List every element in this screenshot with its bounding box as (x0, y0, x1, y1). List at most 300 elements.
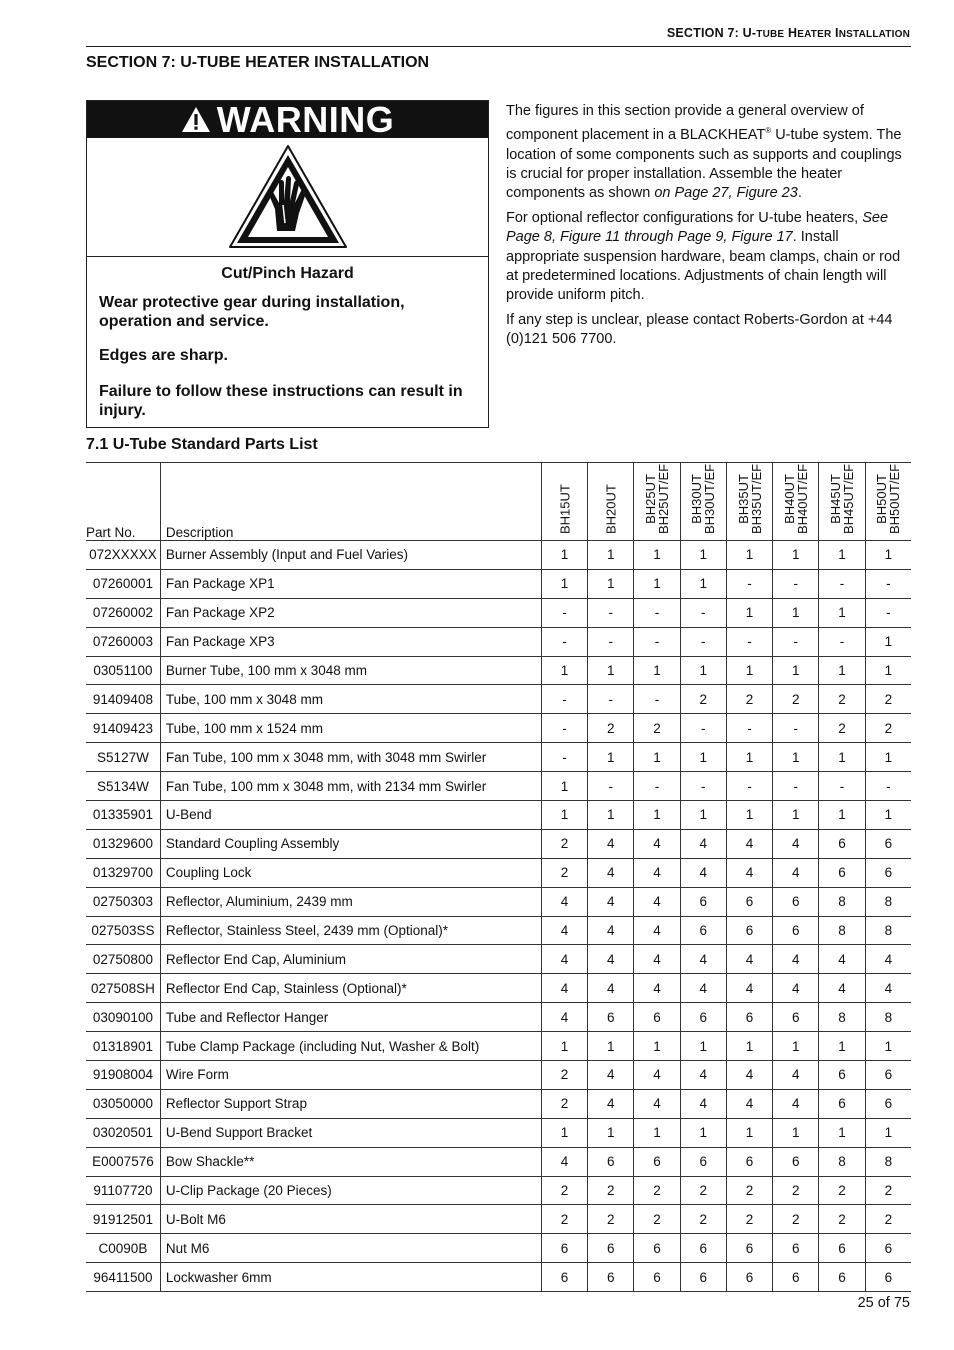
quantity-cell: 1 (865, 1118, 911, 1147)
quantity-cell: 6 (865, 1089, 911, 1118)
quantity-cell: 2 (634, 1205, 680, 1234)
header-model: BH40UT BH40UT/EF (773, 463, 819, 541)
part-number-cell: 03090100 (86, 1003, 160, 1032)
description-cell: Reflector, Stainless Steel, 2439 mm (Optional)* (160, 916, 541, 945)
quantity-cell: 4 (634, 858, 680, 887)
quantity-cell: 1 (865, 1032, 911, 1061)
quantity-cell: 6 (634, 1147, 680, 1176)
quantity-cell: 1 (819, 1118, 865, 1147)
quantity-cell: 6 (726, 916, 772, 945)
quantity-cell: 4 (726, 1061, 772, 1090)
quantity-cell: - (588, 627, 634, 656)
parts-table-header (86, 463, 911, 541)
quantity-cell: - (680, 772, 726, 801)
part-number-cell: 07260003 (86, 627, 160, 656)
quantity-cell: 1 (773, 1118, 819, 1147)
description-cell: Fan Package XP1 (160, 569, 541, 598)
quantity-cell: 4 (680, 945, 726, 974)
table-row (86, 1263, 911, 1292)
quantity-cell: 6 (819, 829, 865, 858)
quantity-cell: 4 (680, 829, 726, 858)
quantity-cell: - (865, 772, 911, 801)
quantity-cell: 4 (541, 887, 587, 916)
part-number-cell: 02750303 (86, 887, 160, 916)
quantity-cell: 8 (819, 1003, 865, 1032)
quantity-cell: 2 (773, 1205, 819, 1234)
table-row (86, 1205, 911, 1234)
quantity-cell: 1 (680, 569, 726, 598)
quantity-cell: - (819, 627, 865, 656)
quantity-cell: 4 (634, 945, 680, 974)
part-number-cell: 02750800 (86, 945, 160, 974)
table-row (86, 569, 911, 598)
quantity-cell: 2 (588, 1205, 634, 1234)
quantity-cell: 8 (819, 916, 865, 945)
table-row (86, 801, 911, 830)
quantity-cell: 2 (541, 1205, 587, 1234)
quantity-cell: - (773, 714, 819, 743)
quantity-cell: 4 (773, 1089, 819, 1118)
quantity-cell: 1 (588, 541, 634, 570)
quantity-cell: 4 (588, 858, 634, 887)
quantity-cell: 6 (865, 1234, 911, 1263)
quantity-cell: - (680, 598, 726, 627)
header-rule (86, 46, 911, 47)
description-cell: Tube, 100 mm x 1524 mm (160, 714, 541, 743)
quantity-cell: 6 (588, 1003, 634, 1032)
quantity-cell: 1 (773, 1032, 819, 1061)
quantity-cell: 6 (680, 1147, 726, 1176)
quantity-cell: 2 (588, 1176, 634, 1205)
quantity-cell: 4 (588, 945, 634, 974)
subsection-title: 7.1 U-Tube Standard Parts List (86, 436, 318, 453)
quantity-cell: 8 (865, 887, 911, 916)
warning-line-injury: Failure to follow these instructions can result in injury. (99, 383, 463, 419)
quantity-cell: 4 (773, 1061, 819, 1090)
quantity-cell: 4 (680, 1061, 726, 1090)
description-cell: Fan Package XP3 (160, 627, 541, 656)
quantity-cell: 1 (680, 1032, 726, 1061)
quantity-cell: 6 (634, 1003, 680, 1032)
quantity-cell: - (865, 598, 911, 627)
header-description: Description (160, 463, 541, 541)
header-model: BH45UT BH45UT/EF (819, 463, 865, 541)
quantity-cell: 6 (819, 1089, 865, 1118)
part-number-cell: 072XXXXX (86, 541, 160, 570)
quantity-cell: 1 (773, 598, 819, 627)
quantity-cell: 4 (541, 1147, 587, 1176)
table-row (86, 974, 911, 1003)
part-number-cell: C0090B (86, 1234, 160, 1263)
quantity-cell: 4 (773, 974, 819, 1003)
quantity-cell: - (726, 714, 772, 743)
quantity-cell: 4 (588, 974, 634, 1003)
header-model: BH35UT BH35UT/EF (726, 463, 772, 541)
quantity-cell: 1 (634, 569, 680, 598)
quantity-cell: 1 (726, 1118, 772, 1147)
figure-range-reference-link[interactable]: See Page 8, Figure 11 through Page 9, Figure 17 (506, 209, 889, 246)
quantity-cell: 4 (634, 887, 680, 916)
quantity-cell: 1 (773, 541, 819, 570)
quantity-cell: 1 (541, 1118, 587, 1147)
quantity-cell: 6 (819, 1234, 865, 1263)
quantity-cell: 8 (819, 887, 865, 916)
quantity-cell: 4 (541, 974, 587, 1003)
quantity-cell: 4 (588, 829, 634, 858)
quantity-cell: - (680, 714, 726, 743)
quantity-cell: 2 (726, 685, 772, 714)
quantity-cell: - (588, 598, 634, 627)
header-model: BH30UT BH30UT/EF (680, 463, 726, 541)
quantity-cell: 6 (865, 829, 911, 858)
warning-line-gear: Wear protective gear during installation, operation and service. (99, 294, 405, 330)
quantity-cell: 4 (773, 829, 819, 858)
quantity-cell: 6 (726, 1147, 772, 1176)
quantity-cell: 6 (680, 1234, 726, 1263)
quantity-cell: - (726, 627, 772, 656)
description-cell: Burner Assembly (Input and Fuel Varies) (160, 541, 541, 570)
quantity-cell: 1 (726, 656, 772, 685)
intro-paragraph-2: For optional reflector configurations for U-tube heaters, See Page 8, Figure 11 through Page 9, Figure 17. Install appropriate suspension hardware, beam clamps, chain or rod at predetermined locations. Adjustments of chain length will provide uniform pitch. (506, 209, 901, 304)
quantity-cell: 4 (588, 1089, 634, 1118)
table-row (86, 656, 911, 685)
header-model: BH20UT (588, 463, 634, 541)
warning-line-edges: Edges are sharp. (99, 347, 228, 364)
quantity-cell: 6 (680, 1003, 726, 1032)
quantity-cell: 4 (541, 916, 587, 945)
quantity-cell: 6 (865, 1061, 911, 1090)
quantity-cell: 1 (588, 801, 634, 830)
quantity-cell: 1 (680, 743, 726, 772)
description-cell: U-Bolt M6 (160, 1205, 541, 1234)
quantity-cell: 2 (541, 1176, 587, 1205)
part-number-cell: E0007576 (86, 1147, 160, 1176)
quantity-cell: 1 (726, 541, 772, 570)
table-row (86, 541, 911, 570)
quantity-cell: 8 (865, 1003, 911, 1032)
quantity-cell: 6 (819, 858, 865, 887)
quantity-cell: 2 (819, 1176, 865, 1205)
quantity-cell: 6 (819, 1061, 865, 1090)
quantity-cell: 1 (726, 801, 772, 830)
quantity-cell: 2 (865, 1176, 911, 1205)
quantity-cell: 6 (773, 916, 819, 945)
quantity-cell: 1 (773, 656, 819, 685)
quantity-cell: - (773, 772, 819, 801)
description-cell: Coupling Lock (160, 858, 541, 887)
warning-banner: WARNING (87, 101, 488, 138)
header-part-no: Part No. (86, 463, 160, 541)
description-cell: Bow Shackle** (160, 1147, 541, 1176)
quantity-cell: 2 (541, 829, 587, 858)
quantity-cell: 1 (634, 541, 680, 570)
description-cell: U-Bend Support Bracket (160, 1118, 541, 1147)
quantity-cell: 1 (819, 801, 865, 830)
quantity-cell: 1 (634, 1032, 680, 1061)
description-cell: U-Clip Package (20 Pieces) (160, 1176, 541, 1205)
quantity-cell: 6 (773, 1003, 819, 1032)
intro-paragraph-1: The figures in this section provide a general overview of component placement in a BLACKHEAT® U-tube system. The location of some components such as supports and couplings is crucial for proper installation. Assemble the heater components as shown on Page 27, Figure 23. (506, 103, 902, 202)
header-model: BH25UT BH25UT/EF (634, 463, 680, 541)
quantity-cell: 2 (634, 714, 680, 743)
quantity-cell: - (773, 627, 819, 656)
quantity-cell: 4 (680, 974, 726, 1003)
hand-cut-hazard-icon (227, 143, 349, 251)
quantity-cell: 6 (773, 1234, 819, 1263)
quantity-cell: 1 (819, 598, 865, 627)
quantity-cell: 4 (541, 1003, 587, 1032)
quantity-cell: 8 (819, 1147, 865, 1176)
part-number-cell: 96411500 (86, 1263, 160, 1292)
part-number-cell: 01329700 (86, 858, 160, 887)
table-row (86, 743, 911, 772)
quantity-cell: 1 (588, 656, 634, 685)
quantity-cell: 2 (680, 1176, 726, 1205)
quantity-cell: 1 (773, 743, 819, 772)
part-number-cell: 91107720 (86, 1176, 160, 1205)
quantity-cell: 6 (634, 1263, 680, 1292)
description-cell: Reflector End Cap, Stainless (Optional)* (160, 974, 541, 1003)
quantity-cell: 4 (680, 858, 726, 887)
quantity-cell: 2 (588, 714, 634, 743)
quantity-cell: - (541, 685, 587, 714)
quantity-cell: 4 (541, 945, 587, 974)
part-number-cell: 91409408 (86, 685, 160, 714)
quantity-cell: 6 (680, 1263, 726, 1292)
quantity-cell: - (634, 772, 680, 801)
quantity-cell: 4 (634, 916, 680, 945)
part-number-cell: S5127W (86, 743, 160, 772)
quantity-cell: - (634, 685, 680, 714)
quantity-cell: 2 (541, 858, 587, 887)
quantity-cell: 6 (726, 1263, 772, 1292)
quantity-cell: 6 (726, 887, 772, 916)
quantity-cell: 1 (726, 1032, 772, 1061)
quantity-cell: 1 (865, 627, 911, 656)
header-model: BH15UT (541, 463, 587, 541)
quantity-cell: 4 (865, 974, 911, 1003)
table-row (86, 916, 911, 945)
quantity-cell: 1 (541, 569, 587, 598)
table-row (86, 1234, 911, 1263)
figure-reference-link[interactable]: on Page 27, Figure 23 (654, 185, 798, 202)
table-row (86, 1061, 911, 1090)
quantity-cell: 6 (726, 1003, 772, 1032)
quantity-cell: 6 (773, 1147, 819, 1176)
part-number-cell: 91409423 (86, 714, 160, 743)
quantity-cell: 2 (773, 685, 819, 714)
quantity-cell: 6 (865, 858, 911, 887)
description-cell: Lockwasher 6mm (160, 1263, 541, 1292)
quantity-cell: 6 (541, 1263, 587, 1292)
part-number-cell: 07260001 (86, 569, 160, 598)
table-row (86, 598, 911, 627)
section-title: SECTION 7: U-TUBE HEATER INSTALLATION (86, 54, 430, 71)
description-cell: Fan Package XP2 (160, 598, 541, 627)
quantity-cell: 2 (865, 714, 911, 743)
quantity-cell: 1 (726, 743, 772, 772)
intro-text (506, 102, 914, 355)
quantity-cell: 2 (819, 1205, 865, 1234)
quantity-cell: 4 (588, 1061, 634, 1090)
parts-table (86, 462, 911, 1292)
quantity-cell: 1 (773, 801, 819, 830)
quantity-cell: - (819, 772, 865, 801)
quantity-cell: - (726, 569, 772, 598)
quantity-cell: 4 (865, 945, 911, 974)
description-cell: Burner Tube, 100 mm x 3048 mm (160, 656, 541, 685)
quantity-cell: - (819, 569, 865, 598)
part-number-cell: 01335901 (86, 801, 160, 830)
hazard-pictogram (87, 138, 488, 257)
quantity-cell: - (541, 714, 587, 743)
quantity-cell: 6 (588, 1263, 634, 1292)
quantity-cell: 1 (541, 801, 587, 830)
quantity-cell: 1 (541, 772, 587, 801)
quantity-cell: 4 (634, 829, 680, 858)
quantity-cell: 4 (773, 858, 819, 887)
quantity-cell: 1 (680, 656, 726, 685)
table-row (86, 685, 911, 714)
quantity-cell: 1 (634, 1118, 680, 1147)
quantity-cell: 2 (541, 1089, 587, 1118)
part-number-cell: 03020501 (86, 1118, 160, 1147)
quantity-cell: - (773, 569, 819, 598)
quantity-cell: 1 (588, 743, 634, 772)
quantity-cell: 1 (865, 801, 911, 830)
quantity-cell: 6 (773, 887, 819, 916)
quantity-cell: 2 (819, 685, 865, 714)
part-number-cell: S5134W (86, 772, 160, 801)
quantity-cell: 2 (634, 1176, 680, 1205)
quantity-cell: - (634, 627, 680, 656)
quantity-cell: 1 (634, 801, 680, 830)
quantity-cell: 1 (634, 656, 680, 685)
quantity-cell: 1 (680, 1118, 726, 1147)
table-row (86, 1089, 911, 1118)
quantity-cell: 1 (865, 743, 911, 772)
quantity-cell: - (865, 569, 911, 598)
description-cell: Wire Form (160, 1061, 541, 1090)
quantity-cell: 2 (773, 1176, 819, 1205)
quantity-cell: 4 (726, 1089, 772, 1118)
quantity-cell: 1 (680, 801, 726, 830)
table-row (86, 772, 911, 801)
header-model: BH50UT BH50UT/EF (865, 463, 911, 541)
quantity-cell: 1 (588, 569, 634, 598)
quantity-cell: 1 (541, 656, 587, 685)
quantity-cell: 1 (865, 656, 911, 685)
page-number: 25 of 75 (857, 1295, 910, 1311)
part-number-cell: 01318901 (86, 1032, 160, 1061)
quantity-cell: 4 (726, 858, 772, 887)
quantity-cell: 4 (819, 945, 865, 974)
quantity-cell: 2 (865, 685, 911, 714)
quantity-cell: 2 (680, 1205, 726, 1234)
quantity-cell: 2 (819, 714, 865, 743)
quantity-cell: 2 (726, 1176, 772, 1205)
quantity-cell: - (726, 772, 772, 801)
quantity-cell: 1 (588, 1118, 634, 1147)
quantity-cell: 4 (726, 945, 772, 974)
quantity-cell: 1 (819, 541, 865, 570)
table-row (86, 858, 911, 887)
quantity-cell: 1 (680, 541, 726, 570)
quantity-cell: - (588, 772, 634, 801)
description-cell: Reflector Support Strap (160, 1089, 541, 1118)
running-head: SECTION 7: U-TUBE HEATER INSTALLATION (666, 26, 910, 40)
quantity-cell: 1 (726, 598, 772, 627)
table-row (86, 887, 911, 916)
quantity-cell: 6 (865, 1263, 911, 1292)
quantity-cell: 1 (819, 743, 865, 772)
description-cell: Tube and Reflector Hanger (160, 1003, 541, 1032)
quantity-cell: 2 (865, 1205, 911, 1234)
quantity-cell: 6 (634, 1234, 680, 1263)
table-row (86, 714, 911, 743)
quantity-cell: 6 (680, 887, 726, 916)
part-number-cell: 01329600 (86, 829, 160, 858)
description-cell: Fan Tube, 100 mm x 3048 mm, with 3048 mm Swirler (160, 743, 541, 772)
description-cell: Tube Clamp Package (including Nut, Washer & Bolt) (160, 1032, 541, 1061)
table-row (86, 1118, 911, 1147)
description-cell: Standard Coupling Assembly (160, 829, 541, 858)
quantity-cell: - (680, 627, 726, 656)
description-cell: Tube, 100 mm x 3048 mm (160, 685, 541, 714)
description-cell: U-Bend (160, 801, 541, 830)
quantity-cell: 6 (680, 916, 726, 945)
quantity-cell: 1 (634, 743, 680, 772)
quantity-cell: 4 (588, 887, 634, 916)
part-number-cell: 91912501 (86, 1205, 160, 1234)
quantity-cell: 4 (819, 974, 865, 1003)
description-cell: Fan Tube, 100 mm x 3048 mm, with 2134 mm Swirler (160, 772, 541, 801)
quantity-cell: 4 (680, 1089, 726, 1118)
quantity-cell: 1 (819, 656, 865, 685)
quantity-cell: 4 (773, 945, 819, 974)
quantity-cell: 6 (588, 1147, 634, 1176)
description-cell: Reflector End Cap, Aluminium (160, 945, 541, 974)
part-number-cell: 91908004 (86, 1061, 160, 1090)
quantity-cell: - (634, 598, 680, 627)
quantity-cell: 6 (773, 1263, 819, 1292)
quantity-cell: 1 (819, 1032, 865, 1061)
quantity-cell: 1 (541, 541, 587, 570)
quantity-cell: - (541, 598, 587, 627)
quantity-cell: 2 (541, 1061, 587, 1090)
quantity-cell: - (541, 743, 587, 772)
quantity-cell: 1 (541, 1032, 587, 1061)
quantity-cell: 8 (865, 1147, 911, 1176)
part-number-cell: 03051100 (86, 656, 160, 685)
table-row (86, 627, 911, 656)
part-number-cell: 07260002 (86, 598, 160, 627)
description-cell: Nut M6 (160, 1234, 541, 1263)
table-row (86, 829, 911, 858)
quantity-cell: 6 (588, 1234, 634, 1263)
quantity-cell: 4 (726, 974, 772, 1003)
quantity-cell: 4 (634, 1061, 680, 1090)
table-row (86, 1032, 911, 1061)
part-number-cell: 03050000 (86, 1089, 160, 1118)
intro-paragraph-3: If any step is unclear, please contact Roberts-Gordon at +44 (0)121 506 7700. (506, 311, 893, 348)
table-row (86, 1147, 911, 1176)
quantity-cell: 2 (726, 1205, 772, 1234)
hazard-title: Cut/Pinch Hazard (221, 265, 354, 282)
quantity-cell: 6 (819, 1263, 865, 1292)
part-number-cell: 027503SS (86, 916, 160, 945)
warning-box (86, 100, 489, 428)
